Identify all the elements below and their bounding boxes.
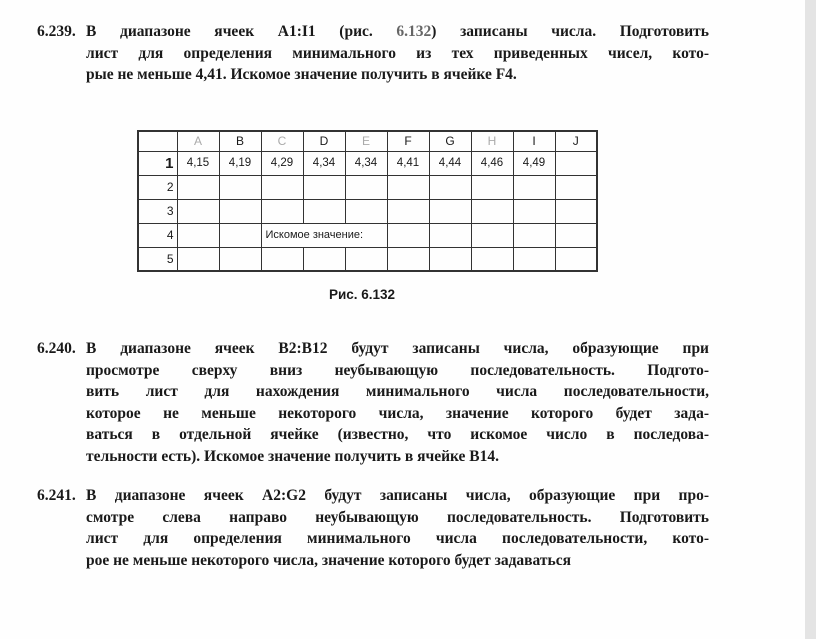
- text-run: рые не меньше 4,41. Искомое значение получить в ячейке F4.: [86, 66, 517, 83]
- figure-ref: 6.132: [396, 23, 432, 40]
- cell: [513, 199, 555, 223]
- cell: [177, 247, 219, 271]
- cell: 4,46: [471, 151, 513, 175]
- text-line: [86, 446, 709, 468]
- corner-cell: [138, 131, 177, 151]
- cell: 4,34: [345, 151, 387, 175]
- cell: [345, 247, 387, 271]
- page-edge: [805, 0, 816, 639]
- text-line: [86, 381, 709, 403]
- column-header: G: [429, 131, 471, 151]
- cell: [303, 175, 345, 199]
- text-run: (рис.: [315, 23, 397, 40]
- text-run: смотре слева направо неубывающую последовательность. Подготовить: [86, 508, 709, 526]
- problem-text: [86, 485, 709, 571]
- cell: [177, 175, 219, 199]
- text-line: [86, 507, 709, 529]
- problem-text: [86, 338, 709, 467]
- cell-label: Искомое значение:: [261, 223, 387, 247]
- text-run: ваться в отдельной ячейке (известно, что искомое число в последова-: [86, 426, 709, 443]
- cell: [219, 199, 261, 223]
- column-header: H: [471, 131, 513, 151]
- row-header: 5: [138, 247, 177, 271]
- cell: [555, 223, 597, 247]
- problem-text: [86, 21, 709, 86]
- cell: [219, 175, 261, 199]
- text-line: [86, 360, 709, 382]
- text-run: ) записаны числа. Подготовить: [431, 23, 709, 40]
- cell: 4,15: [177, 151, 219, 175]
- text-run: тельности есть). Искомое значение получить в ячейке B14.: [86, 447, 500, 465]
- cell: [219, 247, 261, 271]
- text-run: В диапазоне ячеек: [86, 340, 279, 357]
- cell: [387, 247, 429, 271]
- cell: [261, 199, 303, 223]
- text-line: [86, 43, 709, 65]
- cell: [429, 175, 471, 199]
- cell: 4,49: [513, 151, 555, 175]
- column-header: J: [555, 131, 597, 151]
- cell: [471, 223, 513, 247]
- cell: [429, 199, 471, 223]
- cell: [387, 175, 429, 199]
- cell: [555, 199, 597, 223]
- problem-6-240: [37, 338, 709, 467]
- text-run: В диапазоне ячеек: [86, 487, 263, 504]
- problem-number: 6.241.: [37, 487, 76, 504]
- text-run: рое не меньше некоторого числа, значение которого будет задаваться: [86, 551, 571, 569]
- text-line: [86, 485, 709, 507]
- cell: [303, 247, 345, 271]
- column-header: B: [219, 131, 261, 151]
- text-run: лист для определения минимального числа последовательности, кото-: [86, 530, 709, 547]
- text-line: [86, 64, 709, 86]
- cell: [513, 223, 555, 247]
- cell: [429, 223, 471, 247]
- column-header: F: [387, 131, 429, 151]
- text-line: [86, 21, 709, 43]
- figure-caption: Рис. 6.132: [328, 287, 396, 302]
- text-run: будут записаны числа, образующие при про-: [305, 487, 709, 504]
- column-header: C: [261, 131, 303, 151]
- problem-number: 6.239.: [37, 23, 76, 40]
- text-run: В диапазоне ячеек: [86, 23, 278, 40]
- cell: [177, 199, 219, 223]
- column-header: D: [303, 131, 345, 151]
- text-run: будут записаны числа, образующие при: [327, 340, 709, 357]
- cell: 4,19: [219, 151, 261, 175]
- cell: [471, 175, 513, 199]
- text-line: [86, 424, 709, 446]
- cell: [387, 223, 429, 247]
- cell: [387, 199, 429, 223]
- cell: [303, 199, 345, 223]
- text-run: просмотре сверху вниз неубывающую последовательность. Подгото-: [86, 361, 709, 379]
- text-line: [86, 338, 709, 360]
- cell-range: A1:I1: [277, 23, 316, 40]
- column-header: I: [513, 131, 555, 151]
- row-header: 4: [138, 223, 177, 247]
- text-line: [86, 550, 709, 572]
- cell: 4,44: [429, 151, 471, 175]
- cell: [345, 175, 387, 199]
- cell-range: B2:B12: [278, 340, 328, 357]
- cell: [471, 247, 513, 271]
- cell: [219, 223, 261, 247]
- problem-number: 6.240.: [37, 340, 76, 357]
- cell: [261, 247, 303, 271]
- row-header: 3: [138, 199, 177, 223]
- text-line: [86, 403, 709, 425]
- problem-6-241: [37, 485, 709, 571]
- cell: [429, 247, 471, 271]
- cell: [471, 199, 513, 223]
- cell: [177, 223, 219, 247]
- row-header: 1: [138, 151, 177, 175]
- cell: 4,34: [303, 151, 345, 175]
- text-line: [86, 528, 709, 550]
- cell: [261, 175, 303, 199]
- column-header: A: [177, 131, 219, 151]
- cell: [555, 175, 597, 199]
- text-run: лист для определения минимального из тех приведенных чисел, кото-: [86, 44, 709, 62]
- cell-range: A2:G2: [262, 487, 306, 504]
- text-run: которое не меньше некоторого числа, значение которого будет зада-: [86, 404, 709, 422]
- cell: [555, 151, 597, 175]
- cell: 4,41: [387, 151, 429, 175]
- cell: 4,29: [261, 151, 303, 175]
- cell: [513, 247, 555, 271]
- cell: [345, 199, 387, 223]
- column-header: E: [345, 131, 387, 151]
- problem-6-239: [37, 21, 709, 86]
- spreadsheet-figure: [137, 130, 598, 272]
- cell: [513, 175, 555, 199]
- text-run: вить лист для нахождения минимального числа последовательности,: [86, 383, 709, 400]
- cell: [555, 247, 597, 271]
- row-header: 2: [138, 175, 177, 199]
